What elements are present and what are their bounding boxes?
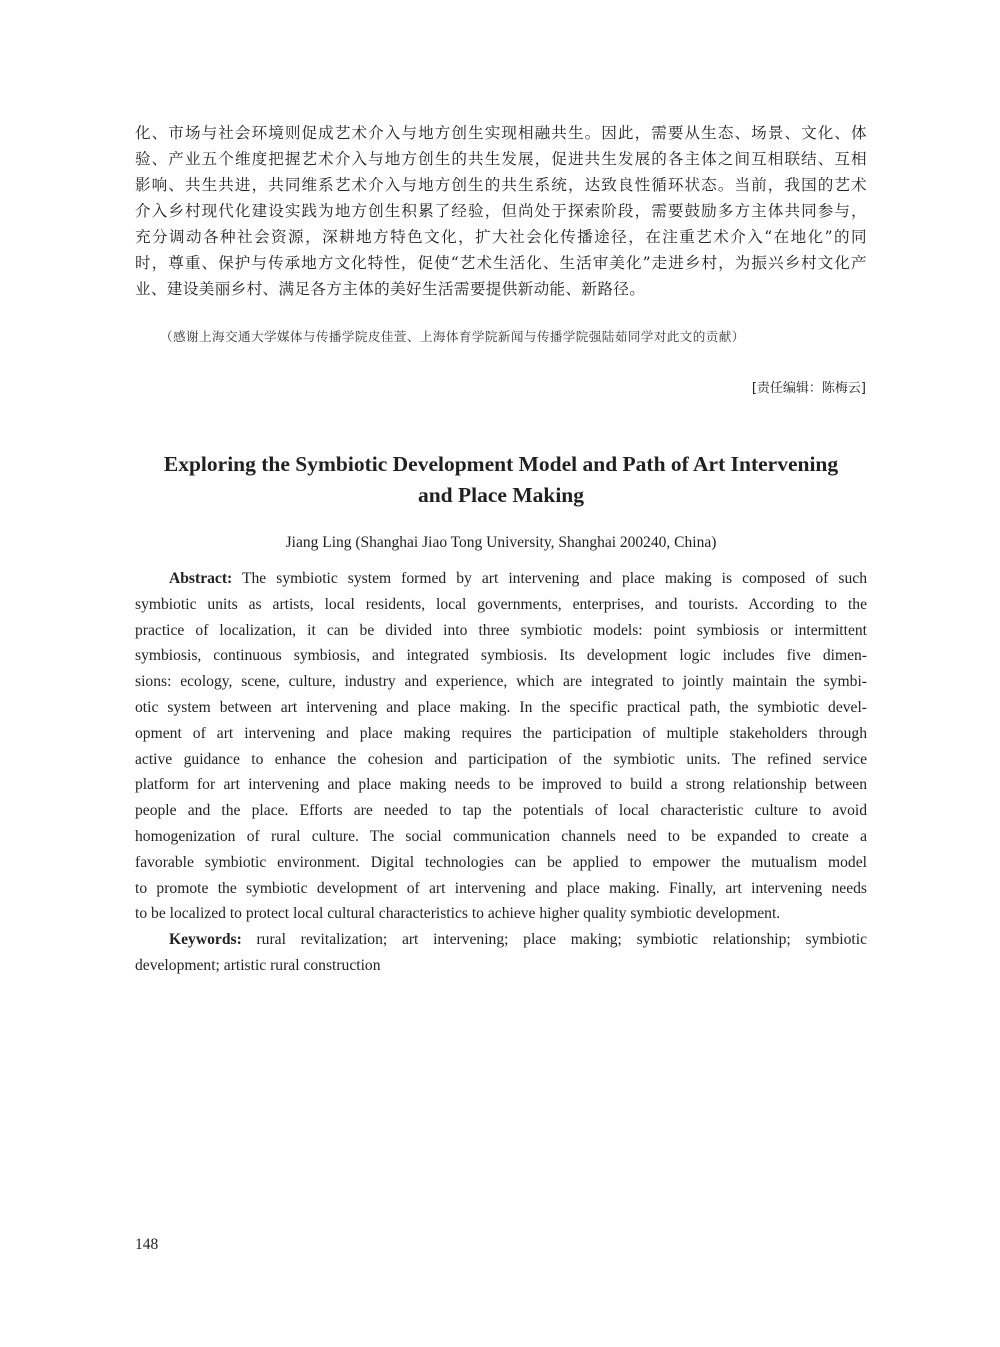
abstract-line: platform for art intervening and place making needs to be improved to build a strong relationship between [135, 776, 867, 794]
chinese-line: 业、建设美丽乡村、满足各方主体的美好生活需要提供新动能、新路径。 [135, 280, 646, 298]
author-affiliation: Jiang Ling (Shanghai Jiao Tong University, Shanghai 200240, China) [285, 534, 717, 551]
english-title-line: Exploring the Symbiotic Development Model and Path of Art Intervening [163, 452, 839, 476]
english-title-line: and Place Making [417, 483, 585, 507]
chinese-line: 充分调动各种社会资源，深耕地方特色文化，扩大社会化传播途径，在注重艺术介入“在地化”的同 [135, 228, 867, 246]
abstract-line: homogenization of rural culture. The social communication channels need to be expanded to create a [135, 827, 867, 845]
english-title [135, 449, 867, 511]
abstract-line: otic system between art intervening and place making. In the specific practical path, the symbiotic devel- [135, 698, 867, 716]
abstract-line: active guidance to enhance the cohesion and participation of the symbiotic units. The refined service [135, 750, 867, 768]
keywords-text: rural revitalization; art intervening; place making; symbiotic relationship; symbiotic [241, 931, 867, 949]
abstract-line: people and the place. Efforts are needed to tap the potentials of local characteristic culture to avoid [135, 802, 867, 820]
abstract-line: sions: ecology, scene, culture, industry and experience, which are integrated to jointly maintain the symbi- [135, 673, 867, 691]
abstract-line: symbiosis, continuous symbiosis, and integrated symbiosis. Its development logic includes five dimen- [135, 647, 867, 665]
chinese-line: 介入乡村现代化建设实践为地方创生积累了经验，但尚处于探索阶段，需要鼓励多方主体共同参与， [135, 202, 867, 220]
abstract-text: The symbiotic system formed by art intervening and place making is composed of such [232, 570, 867, 587]
abstract-line: favorable symbiotic environment. Digital technologies can be applied to empower the mutualism model [135, 853, 867, 871]
abstract-line: practice of localization, it can be divided into three symbiotic models: point symbiosis or intermittent [135, 621, 867, 639]
abstract-line: opment of art intervening and place making requires the participation of multiple stakeholders through [135, 724, 867, 742]
abstract-label: Abstract: [169, 570, 233, 587]
keywords-line: development; artistic rural construction [135, 956, 381, 974]
abstract-line: symbiotic units as artists, local residents, local governments, enterprises, and tourists. According to the [135, 595, 867, 613]
chinese-line: 化、市场与社会环境则促成艺术介入与地方创生实现相融共生。因此，需要从生态、场景、文化、体 [135, 124, 867, 142]
abstract-line [135, 566, 867, 592]
chinese-line: 验、产业五个维度把握艺术介入与地方创生的共生发展，促进共生发展的各主体之间互相联结、互相 [135, 150, 867, 168]
abstract-line: to be localized to protect local cultural characteristics to achieve higher quality symbiotic development. [135, 905, 781, 923]
chinese-paragraph [135, 120, 867, 302]
keywords-line [135, 927, 867, 953]
acknowledgement: （感谢上海交通大学媒体与传播学院皮佳萱、上海体育学院新闻与传播学院强陆茹同学对此文的贡献） [160, 329, 745, 344]
abstract-line: to promote the symbiotic development of art intervening and place making. Finally, art intervening needs [135, 879, 867, 897]
editor-note: [责任编辑：陈梅云] [751, 381, 866, 396]
chinese-line: 时，尊重、保护与传承地方文化特性，促使“艺术生活化、生活审美化”走进乡村，为振兴乡村文化产 [135, 254, 867, 272]
abstract-section [135, 566, 867, 979]
keywords-label: Keywords: [169, 931, 242, 949]
page-number: 148 [135, 1236, 159, 1253]
chinese-line: 影响、共生共进，共同维系艺术介入与地方创生的共生系统，达致良性循环状态。当前，我国的艺术 [135, 176, 867, 194]
